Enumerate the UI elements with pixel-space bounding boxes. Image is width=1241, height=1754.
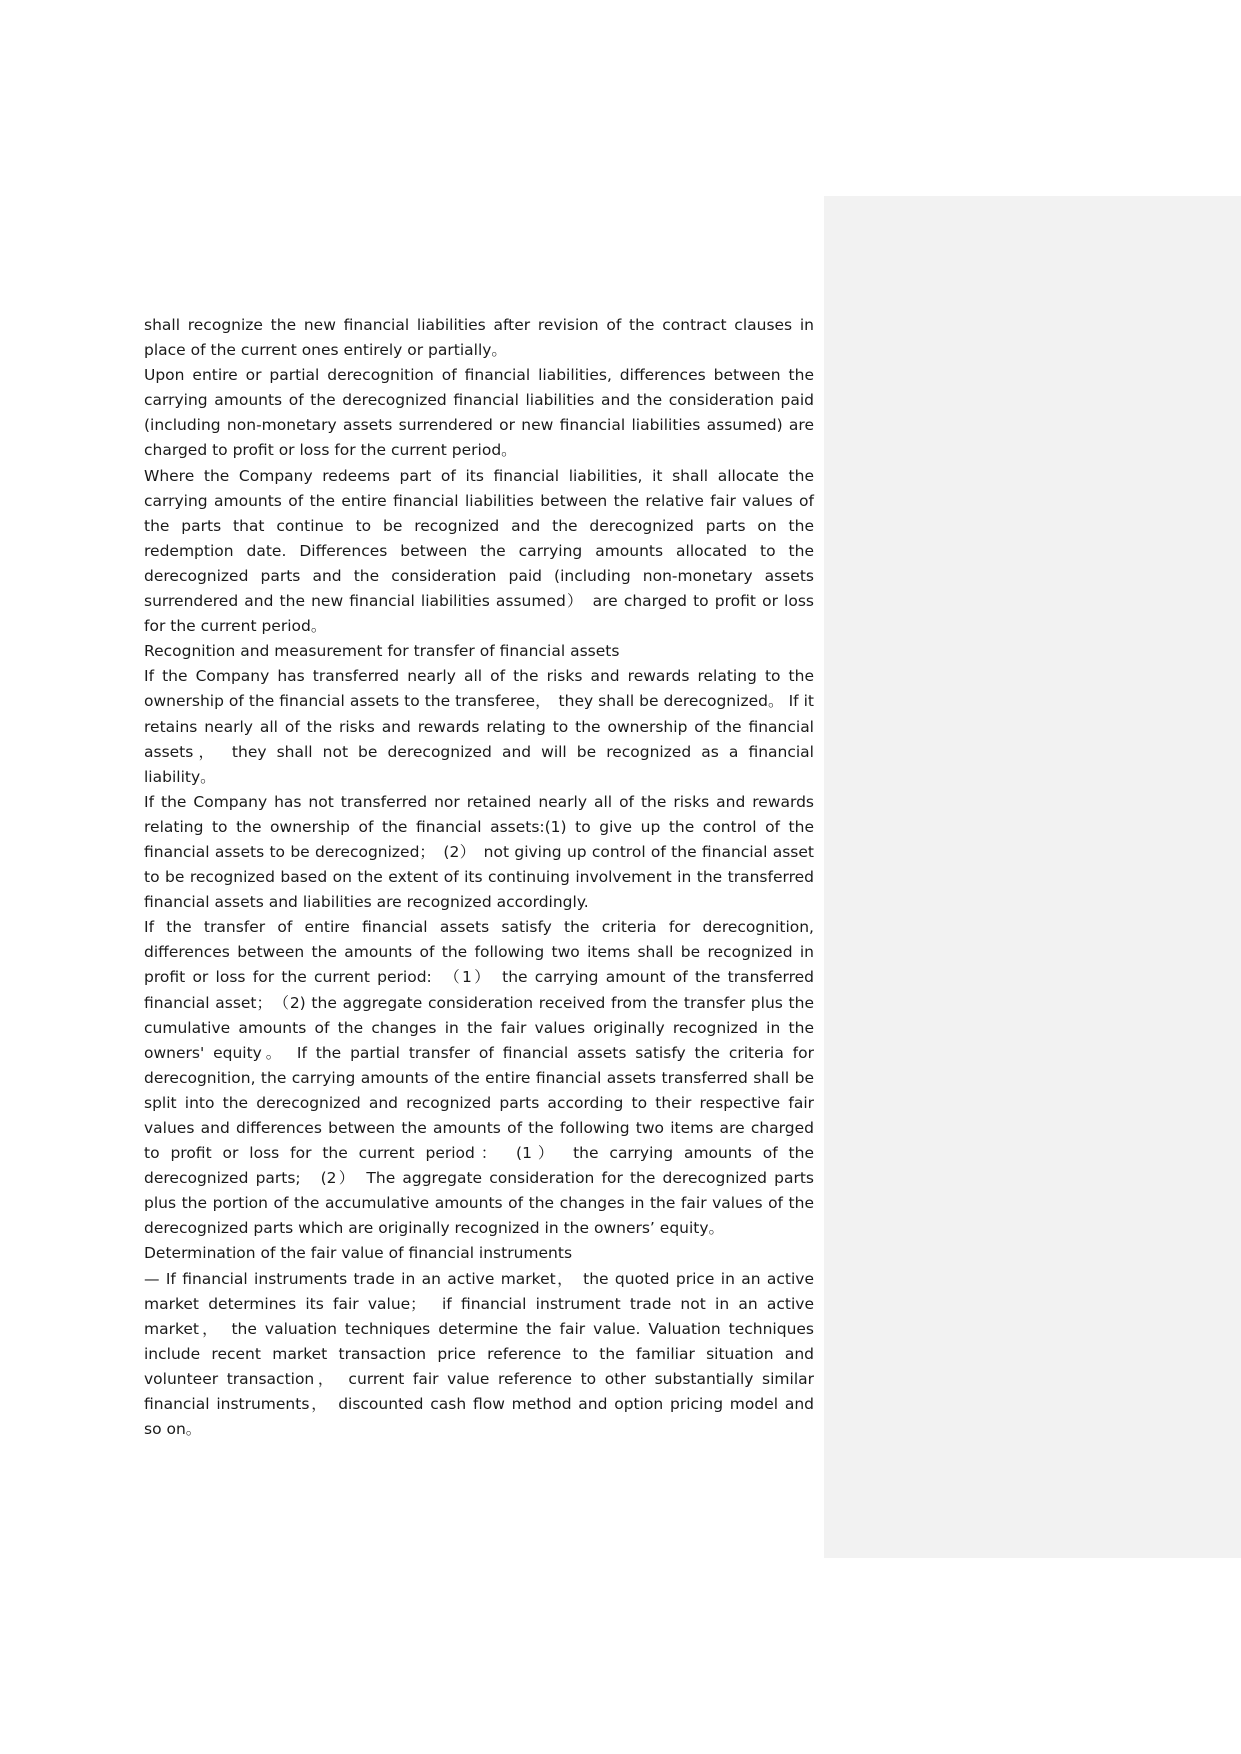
heading-transfer-of-financial-assets: Recognition and measurement for transfer of financial assets	[144, 642, 620, 661]
comment-margin-pane	[824, 196, 1241, 1558]
paragraph-derecognition-differences: Upon entire or partial derecognition of financial liabilities, differences between the carrying amounts of the derecognized financial liabilities and the consideration paid (including non-monetary assets surrendered or new financial liabilities assumed) are charged to profit or loss for the current period。	[144, 366, 814, 460]
paragraph-transfer-criteria: If the transfer of entire financial assets satisfy the criteria for derecognition, differences between the amounts of the following two items shall be recognized in profit or loss for the current period: （1） the carrying amount of the transferred financial asset； （2) the aggregate consideration received from the transfer plus the cumulative amounts of the changes in the fair values originally recognized in the owners' equity。 If the partial transfer of financial assets satisfy the criteria for derecognition, the carrying amounts of the entire financial assets transferred shall be split into the derecognized and recognized parts according to their respective fair values and differences between the amounts of the following two items are charged to profit or loss for the current period： (1） the carrying amounts of the derecognized parts; (2） The aggregate consideration for the derecognized parts plus the portion of the accumulative amounts of the changes in the fair values of the derecognized parts which are originally recognized in the owners’ equity。	[144, 918, 814, 1238]
paragraph-new-liabilities: shall recognize the new financial liabilities after revision of the contract clauses in place of the current ones entirely or partially。	[144, 316, 814, 360]
heading-fair-value-determination: Determination of the fair value of financial instruments	[144, 1244, 573, 1263]
paragraph-risks-and-rewards: If the Company has transferred nearly all of the risks and rewards relating to the ownership of the financial assets to the transferee， they shall be derecognized。 If it retains nearly all of the risks and rewards relating to the ownership of the financial assets， they shall not be derecognized and will be recognized as a financial liability。	[144, 667, 814, 786]
paragraph-partial-redemption: Where the Company redeems part of its financial liabilities, it shall allocate the carrying amounts of the entire financial liabilities between the relative fair values of the parts that continue to be recognized and the derecognized parts on the redemption date. Differences between the carrying amounts allocated to the derecognized parts and the consideration paid (including non-monetary assets surrendered and the new financial liabilities assumed） are charged to profit or loss for the current period。	[144, 466, 814, 636]
document-body	[144, 313, 814, 1442]
paragraph-not-transferred-nor-retained: If the Company has not transferred nor retained nearly all of the risks and rewards relating to the ownership of the financial assets:(1) to give up the control of the financial assets to be derecognized； (2） not giving up control of the financial asset to be recognized based on the extent of its continuing involvement in the transferred financial assets and liabilities are recognized accordingly.	[144, 792, 814, 912]
paragraph-active-market: — If financial instruments trade in an active market， the quoted price in an active market determines its fair value； if financial instrument trade not in an active market， the valuation techniques determine the fair value. Valuation techniques include recent market transaction price reference to the familiar situation and volunteer transaction， current fair value reference to other substantially similar financial instruments， discounted cash flow method and option pricing model and so on。	[144, 1269, 814, 1439]
